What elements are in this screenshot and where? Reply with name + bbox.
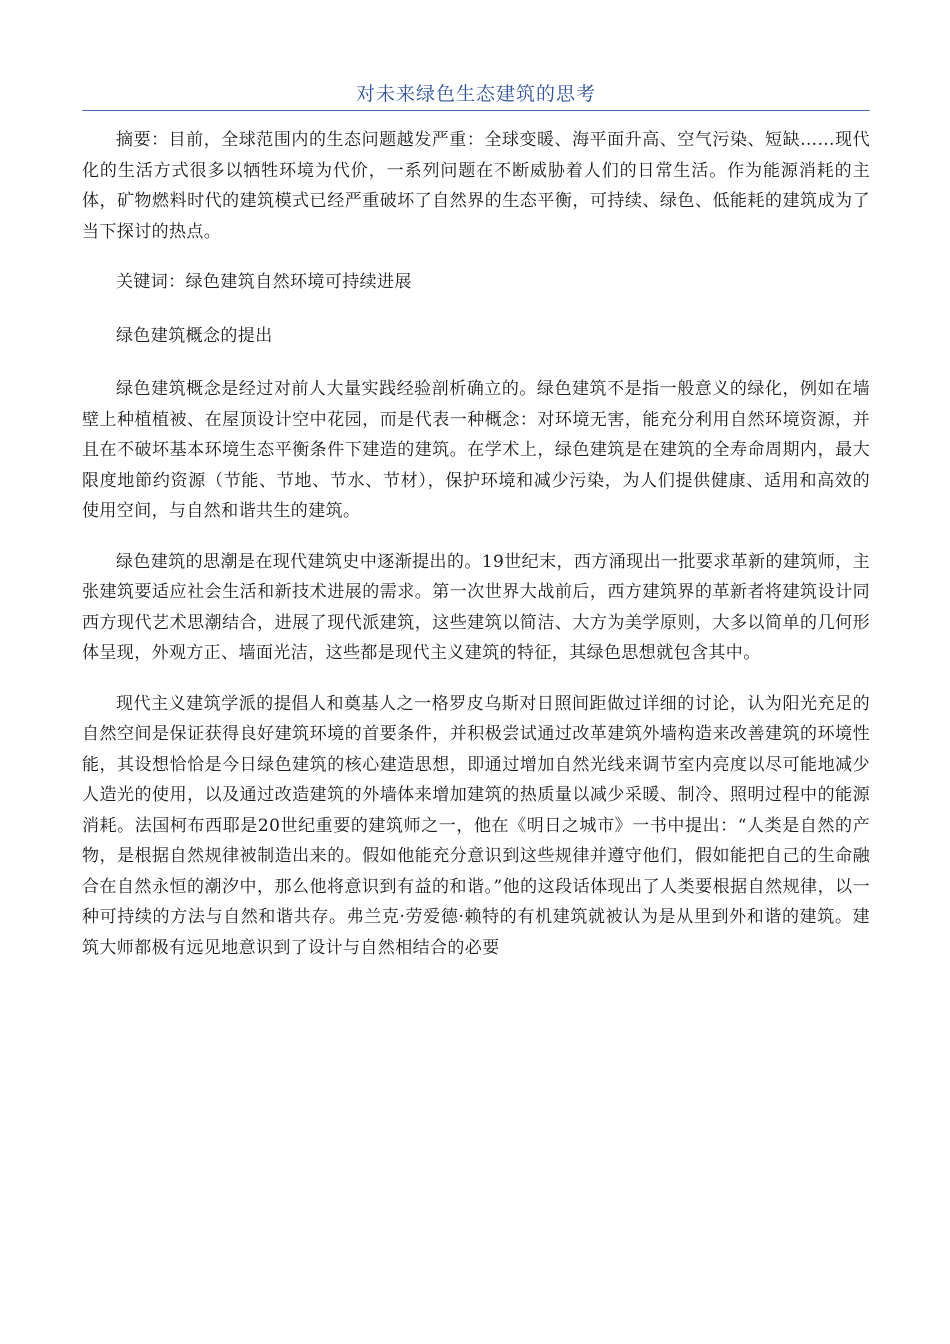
body-paragraph-2: 绿色建筑的思潮是在现代建筑史中逐渐提出的。19世纪末，西方涌现出一批要求革新的建筑师，主张建筑要适应社会生活和新技术进展的需求。第一次世界大战前后，西方建筑界的革新者将建筑设计同西方现代艺术思潮结合，进展了现代派建筑，这些建筑以简洁、大方为美学原则，大多以简单的几何形体呈现，外观方正、墙面光洁，这些都是现代主义建筑的特征，其绿色思想就包含其中。 <box>82 551 870 663</box>
page-header-title: 对未来绿色生态建筑的思考 <box>82 80 870 111</box>
section-heading: 绿色建筑概念的提出 <box>116 325 273 346</box>
body-paragraph-3: 现代主义建筑学派的提倡人和奠基人之一格罗皮乌斯对日照间距做过详细的讨论，认为阳光充足的自然空间是保证获得良好建筑环境的首要条件，并积极尝试通过改革建筑外墙构造来改善建筑的环境性能，其设想恰恰是今日绿色建筑的核心建造思想，即通过增加自然光线来调节室内亮度以尽可能地减少人造光的使用，以及通过改造建筑的外墙体来增加建筑的热质量以减少采暖、制冷、照明过程中的能源消耗。法国柯布西耶是20世纪重要的建筑师之一，他在《明日之城市》一书中提出：“人类是自然的产物，是根据自然规律被制造出来的。假如他能充分意识到这些规律并遵守他们，假如能把自己的生命融合在自然永恒的潮汐中，那么他将意识到有益的和谐。”他的这段话体现出了人类要根据自然规律，以一种可持续的方法与自然和谐共存。弗兰克·劳爱德·赖特的有机建筑就被认为是从里到外和谐的建筑。建筑大师都极有远见地意识到了设计与自然相结合的必要 <box>82 693 870 958</box>
abstract-paragraph: 摘要：目前，全球范围内的生态问题越发严重：全球变暖、海平面升高、空气污染、短缺……现代化的生活方式很多以牺牲环境为代价，一系列问题在不断威胁着人们的日常生活。作为能源消耗的主体，矿物燃料时代的建筑模式已经严重破坏了自然界的生态平衡，可持续、绿色、低能耗的建筑成为了当下探讨的热点。 <box>82 130 870 242</box>
body-paragraph-1: 绿色建筑概念是经过对前人大量实践经验剖析确立的。绿色建筑不是指一般意义的绿化，例如在墙壁上种植植被、在屋顶设计空中花园，而是代表一种概念：对环境无害，能充分利用自然环境资源，并且在不破坏基本环境生态平衡条件下建造的建筑。在学术上，绿色建筑是在建筑的全寿命周期内，最大限度地節约资源（节能、节地、节水、节材），保护环境和减少污染，为人们提供健康、适用和高效的使用空间，与自然和谐共生的建筑。 <box>82 379 870 521</box>
keywords-line: 关键词：绿色建筑自然环境可持续进展 <box>116 272 412 292</box>
document-page <box>82 80 870 983</box>
document-body <box>82 125 870 963</box>
